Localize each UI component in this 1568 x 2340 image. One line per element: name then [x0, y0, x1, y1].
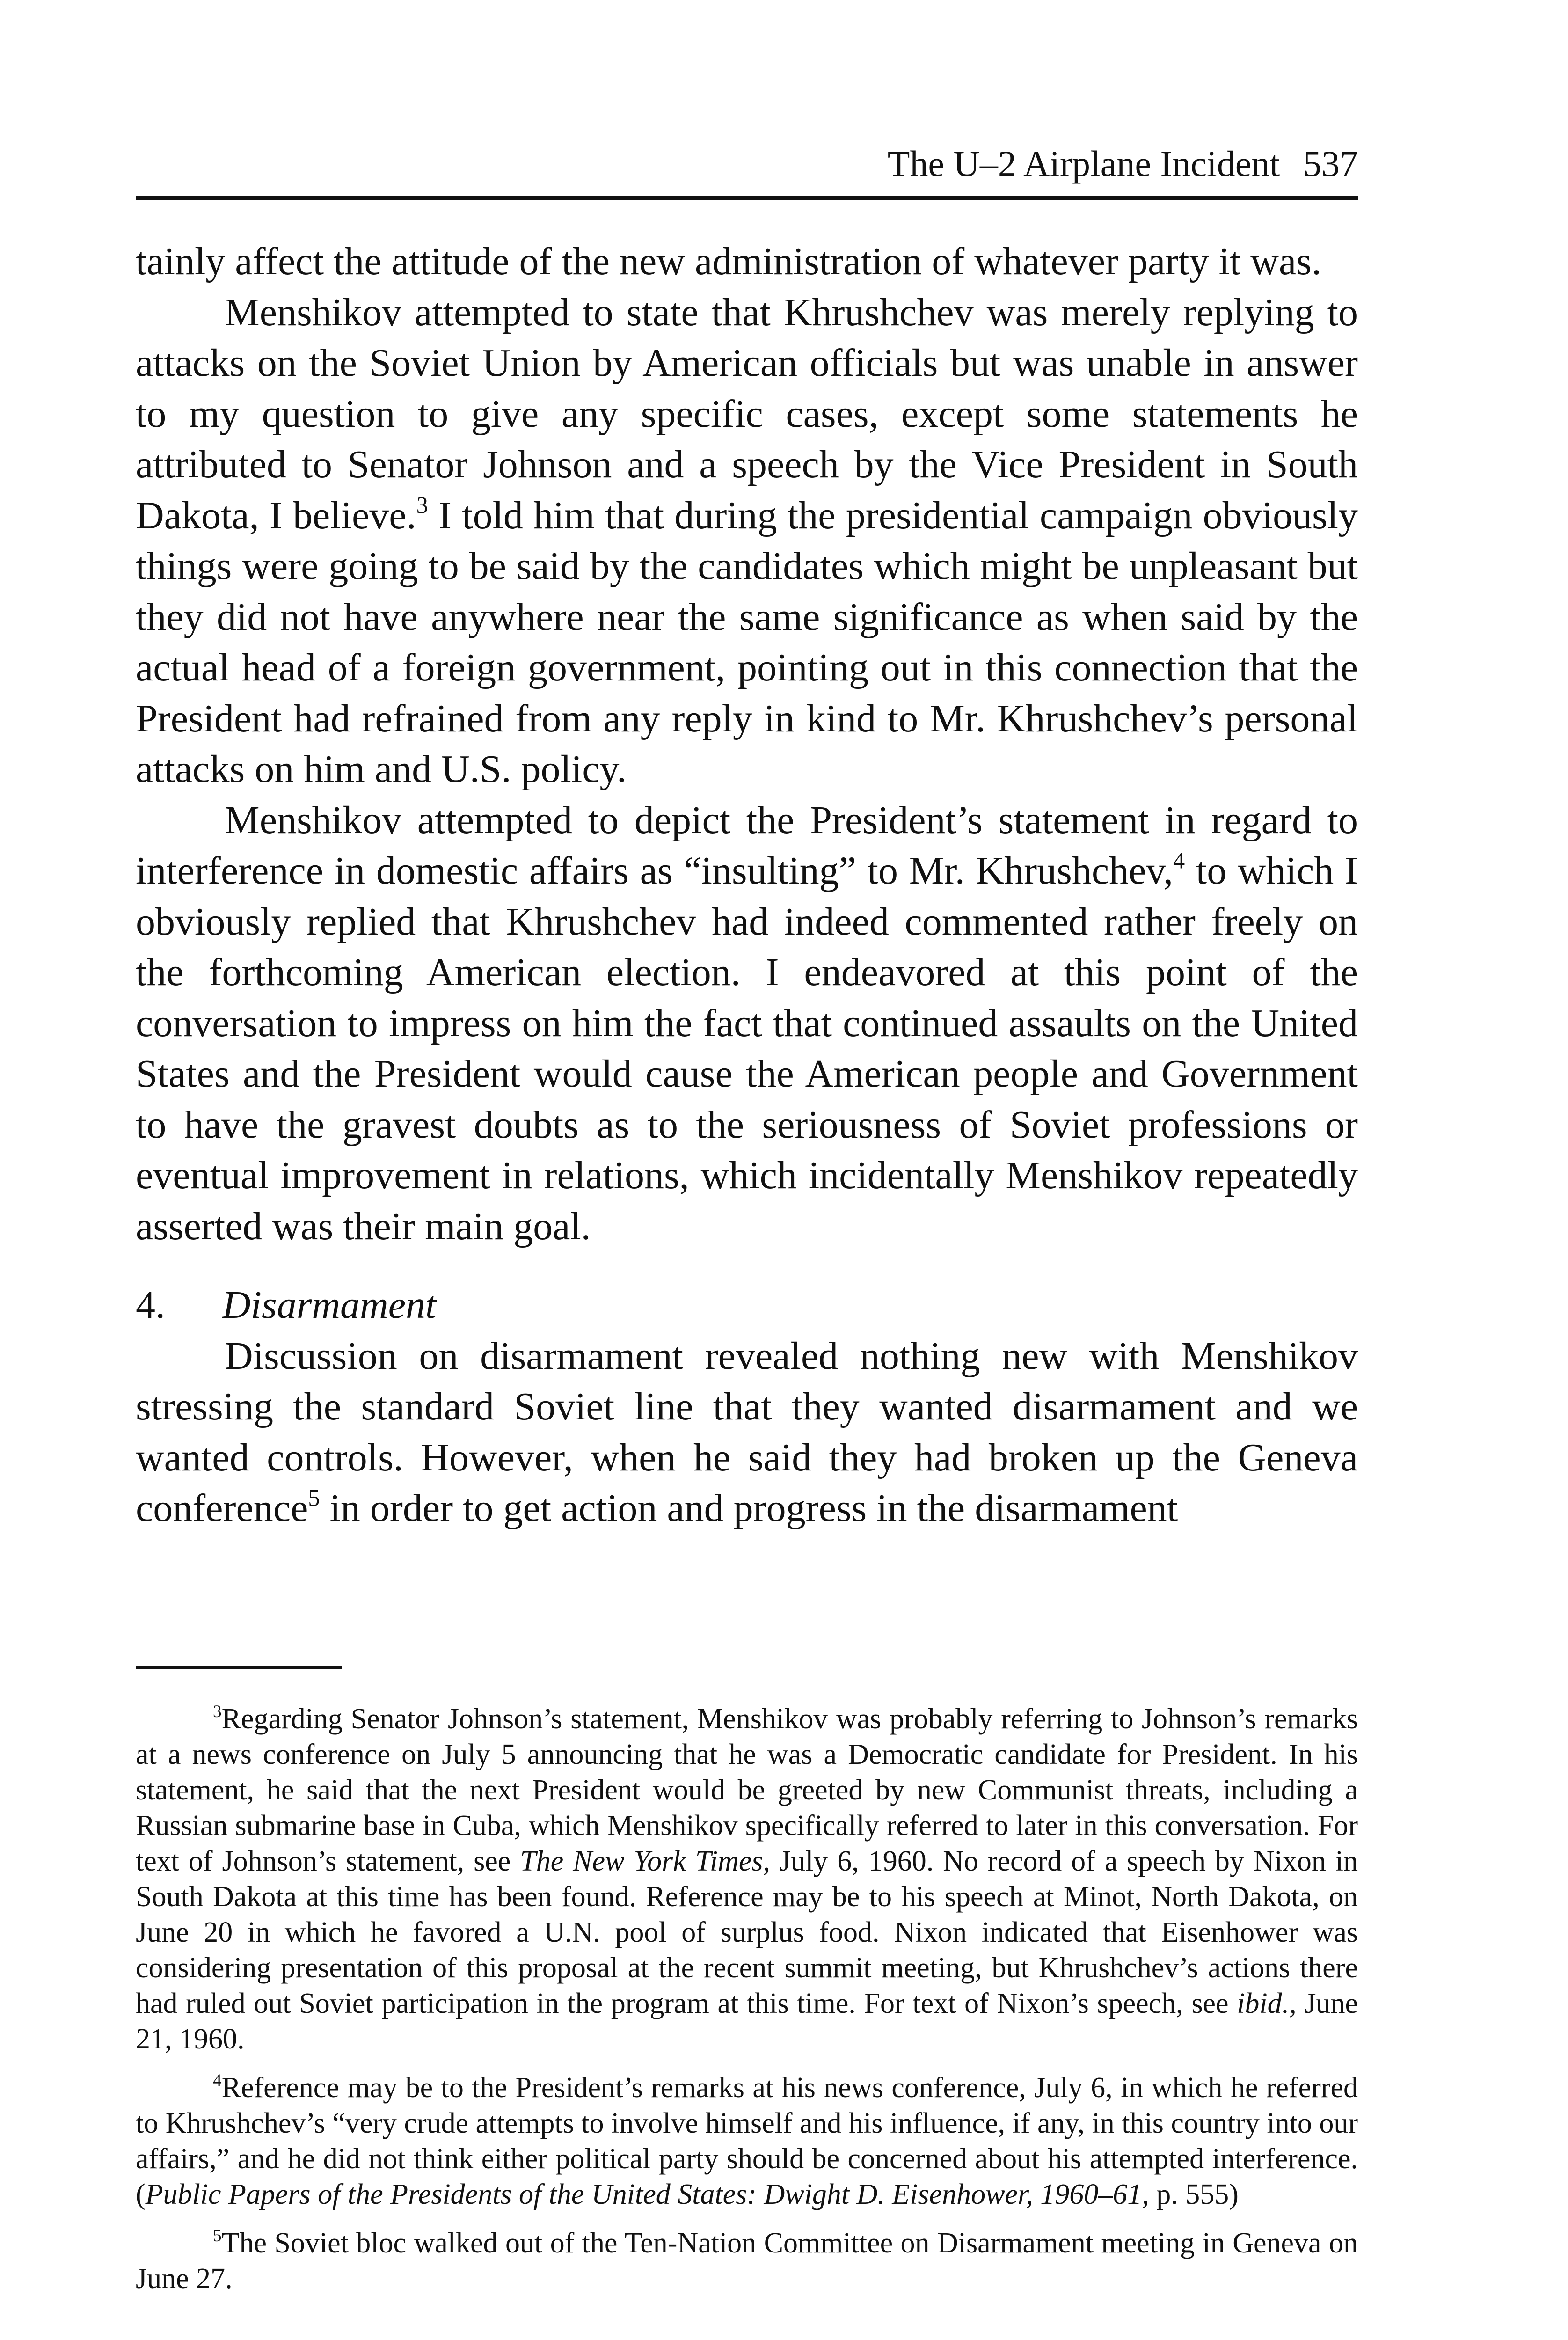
citation-title: The New York Times,	[520, 1845, 770, 1877]
page-number: 537	[1303, 143, 1358, 184]
section-heading	[136, 1280, 1358, 1331]
citation-ibid: ibid.,	[1237, 1988, 1297, 2019]
footnote-text: July 6, 1960. No record of a speech by Nixon in South Dakota at this time has been found. Reference may be to his speech at Minot, North Dakota, on June 20 in which he favored a U.N. pool of surplus food. Nixon indicated that Eisenhower was considering presentation of this proposal at the recent summit meeting, but Khrushchev’s actions there had ruled out Soviet participation in the program at this time. For text of Nixon’s speech, see	[136, 1845, 1358, 2019]
footnote-5	[136, 2225, 1358, 2296]
footnote-ref-5[interactable]: 5	[308, 1484, 320, 1511]
footnote-text: Reference may be to the President’s remarks at his news conference, July 6, in which he referred to Khrushchev’s “very crude attempts to involve himself and his influence, if any, in this country into our affairs,” and he did not think either political party should be concerned about his attempted interference. (	[136, 2072, 1358, 2210]
paragraph-text: in order to get action and progress in the disarmament	[320, 1486, 1178, 1530]
paragraph-text: Menshikov attempted to depict the President’s statement in regard to interference in domestic affairs as “insulting” to Mr. Khrushchev,	[136, 798, 1358, 892]
footnote-marker: 5	[213, 2226, 222, 2245]
paragraph-text: Menshikov attempted to state that Khrushchev was merely replying to attacks on the Soviet Union by American officials but was unable in answer to my question to give any specific cases, except some statements he attributed to Senator Johnson and a speech by the Vice President in South Dakota, I believe.	[136, 290, 1358, 537]
footnote-text: p. 555)	[1149, 2179, 1239, 2210]
citation-title: Public Papers of the Presidents of the United States: Dwight D. Eisenhower, 1960–61,	[145, 2179, 1149, 2210]
footnote-ref-3[interactable]: 3	[416, 491, 428, 518]
paragraph-insulting	[136, 795, 1358, 1252]
footnote-text: June 21, 1960.	[136, 1988, 1358, 2055]
paragraph-menshikov-attacks	[136, 287, 1358, 795]
running-header	[136, 143, 1358, 185]
running-title: The U–2 Airplane Incident	[887, 143, 1280, 184]
footnote-marker: 3	[213, 1702, 222, 1721]
footnote-marker: 4	[213, 2070, 222, 2090]
paragraph-text: I told him that during the presidential campaign obviously things were going to be said by the candidates which might be unpleasant but they did not have anywhere near the same significance as when said by the actual head of a foreign government, pointing out in this connection that the President had refrained from any reply in kind to Mr. Khrushchev’s personal attacks on him and U.S. policy.	[136, 493, 1358, 791]
footnotes	[136, 1701, 1358, 2310]
footnote-3	[136, 1701, 1358, 2057]
header-rule	[136, 196, 1358, 200]
footnote-text: The Soviet bloc walked out of the Ten-Nation Committee on Disarmament meeting in Geneva on June 27.	[136, 2227, 1358, 2295]
footnote-4	[136, 2070, 1358, 2212]
body-text	[136, 236, 1358, 1534]
paragraph-text: Discussion on disarmament revealed nothing new with Menshikov stressing the standard Soviet line that they wanted disarmament and we wanted controls. However, when he said they had broken up the Geneva conference	[136, 1334, 1358, 1530]
footnote-text: Regarding Senator Johnson’s statement, Menshikov was probably referring to Johnson’s remarks at a news conference on July 5 announcing that he was a Democratic candidate for President. In his statement, he said that the next President would be greeted by new Communist threats, including a Russian submarine base in Cuba, which Menshikov specifically referred to later in this conversation. For text of Johnson’s statement, see	[136, 1703, 1358, 1877]
section-title: Disarmament	[222, 1283, 437, 1327]
paragraph-text: to which I obviously replied that Khrushchev had indeed commented rather freely on the forthcoming American election. I endeavored at this point of the conversation to impress on him the fact that continued assaults on the United States and the President would cause the American people and Government to have the gravest doubts as to the seriousness of Soviet professions or eventual improvement in relations, which incidentally Menshikov repeatedly asserted was their main goal.	[136, 849, 1358, 1248]
footnote-rule	[136, 1666, 342, 1669]
section-number: 4.	[136, 1283, 165, 1327]
footnote-ref-4[interactable]: 4	[1173, 847, 1185, 874]
paragraph-continuation: tainly affect the attitude of the new administration of whatever party it was.	[136, 240, 1321, 283]
paragraph-disarmament	[136, 1331, 1358, 1534]
